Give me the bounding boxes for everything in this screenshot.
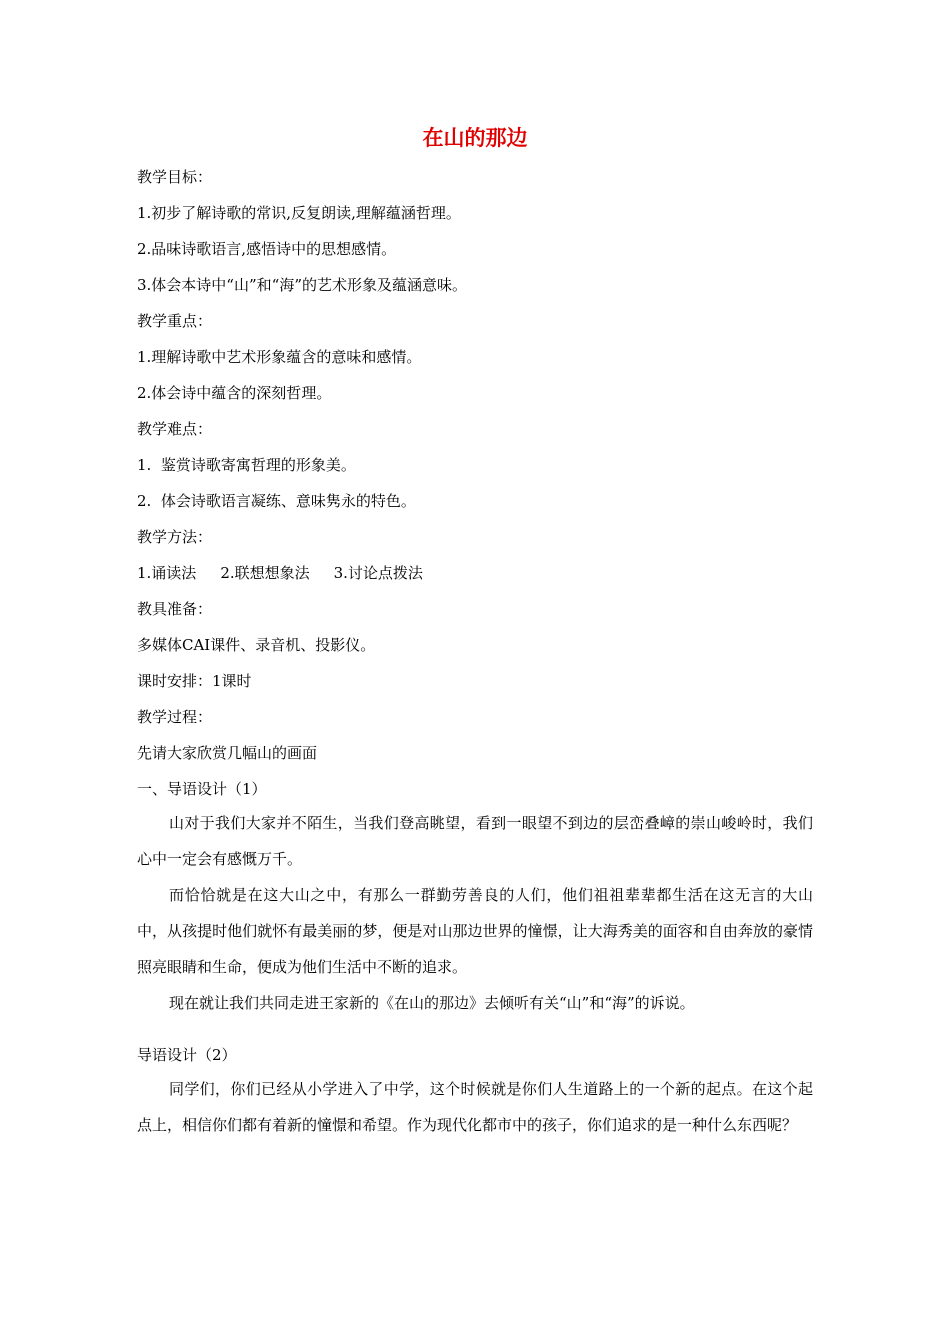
method-item: 3.讨论点拨法: [333, 564, 423, 582]
key-point-item: 1.理解诗歌中艺术形象蕴含的意味和感情。: [137, 348, 422, 366]
objective-item: 2.品味诗歌语言,感悟诗中的思想感情。: [137, 240, 397, 258]
section1-heading: 一、导语设计（1）: [137, 780, 267, 798]
difficulty-item: 1. 鉴赏诗歌寄寓哲理的形象美。: [137, 456, 356, 474]
difficulty-item: 2. 体会诗歌语言凝练、意味隽永的特色。: [137, 492, 416, 510]
section2-heading: 导语设计（2）: [137, 1046, 237, 1064]
objectives-heading: 教学目标：: [137, 168, 213, 186]
methods-list: [137, 563, 827, 583]
objective-item: 1.初步了解诗歌的常识,反复朗读,理解蕴涵哲理。: [137, 204, 461, 222]
methods-heading: 教学方法：: [137, 528, 213, 546]
key-points-heading: 教学重点：: [137, 312, 213, 330]
method-item: 2.联想想象法: [220, 564, 310, 582]
paragraph: 山对于我们大家并不陌生，当我们登高眺望，看到一眼望不到边的层峦叠嶂的崇山峻岭时，我们心中一定会有感慨万千。: [137, 814, 813, 868]
paragraph: 同学们，你们已经从小学进入了中学，这个时候就是你们人生道路上的一个新的起点。在这个起点上，相信你们都有着新的憧憬和希望。作为现代化都市中的孩子，你们追求的是一种什么东西呢？: [137, 1080, 813, 1134]
process-intro: 先请大家欣赏几幅山的画面: [137, 744, 318, 762]
paragraph: 现在就让我们共同走进王家新的《在山的那边》去倾听有关“山”和“海”的诉说。: [169, 994, 695, 1012]
difficulties-heading: 教学难点：: [137, 420, 213, 438]
paragraph: 而恰恰就是在这大山之中，有那么一群勤劳善良的人们，他们祖祖辈辈都生活在这无言的大山中，从孩提时他们就怀有最美丽的梦，便是对山那边世界的憧憬，让大海秀美的面容和自由奔放的豪情照亮眼睛和生命，便成为他们生活中不断的追求。: [137, 886, 813, 976]
method-item: 1.诵读法: [137, 564, 197, 582]
key-point-item: 2.体会诗中蕴含的深刻哲理。: [137, 384, 332, 402]
objective-item: 3.体会本诗中“山”和“海”的艺术形象及蕴涵意味。: [137, 276, 467, 294]
process-heading: 教学过程：: [137, 708, 213, 726]
tools-heading: 教具准备：: [137, 600, 213, 618]
schedule-text: 课时安排：1课时: [137, 672, 252, 690]
document-title: 在山的那边: [422, 126, 528, 150]
tools-text: 多媒体CAI课件、录音机、投影仪。: [137, 636, 376, 654]
